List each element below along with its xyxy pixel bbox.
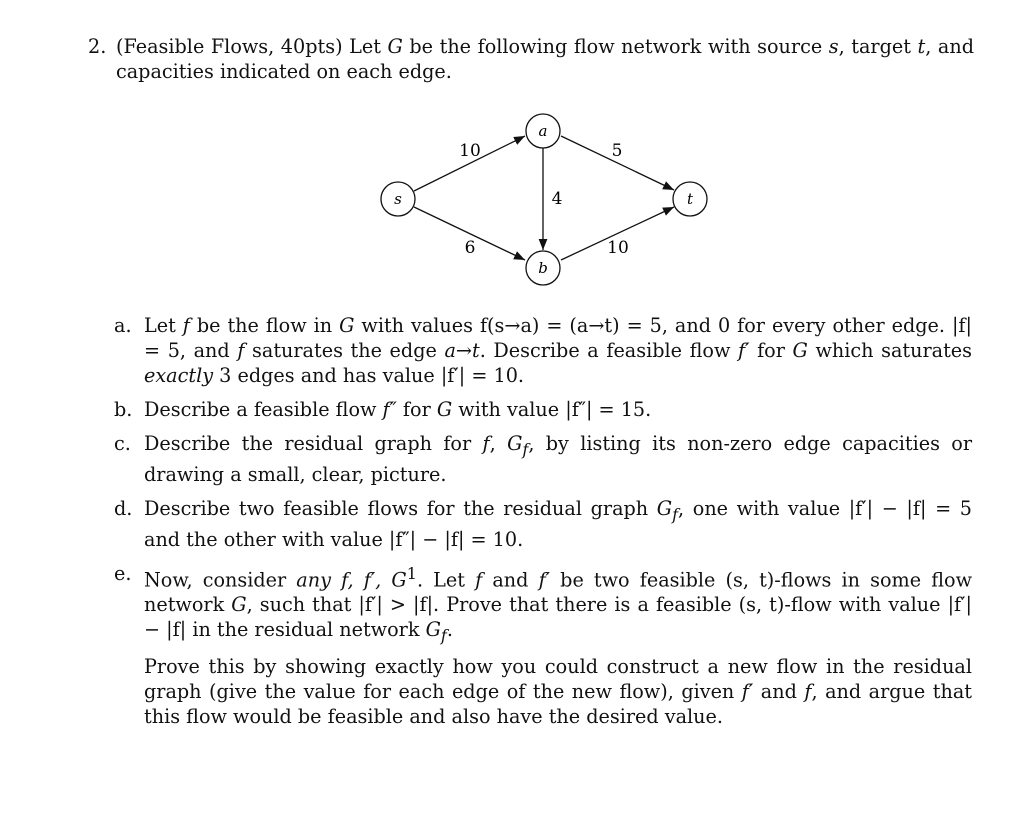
text: 3 edges and has value — [213, 364, 441, 387]
text: with value — [452, 398, 566, 421]
math: f′ — [538, 568, 551, 592]
text: , and 0 for every other edge. — [661, 314, 952, 337]
text: , such that — [246, 593, 359, 617]
text: saturates the edge — [244, 339, 445, 362]
math: G — [339, 314, 355, 337]
flow-network-svg — [372, 112, 712, 288]
math: G — [507, 432, 523, 455]
flow-network-diagram — [372, 112, 712, 288]
math: a→t — [444, 339, 480, 362]
math: f — [804, 679, 812, 703]
math-subscript: f — [522, 439, 529, 459]
emphasis: any — [296, 568, 331, 592]
problem-number: 2. — [88, 35, 107, 58]
node-label-s: s — [394, 190, 402, 208]
text: . Let — [416, 568, 476, 592]
math-subscript: f — [440, 625, 447, 645]
text: . Describe a feasible flow — [479, 339, 738, 362]
text — [331, 568, 341, 591]
math: f″ — [382, 398, 397, 421]
intro-text: , target — [838, 35, 918, 58]
part-letter: c. — [114, 432, 131, 455]
math: |f′| > |f| — [358, 593, 434, 617]
math: |f′| − |f| = 5 — [848, 496, 972, 520]
text: for — [749, 339, 793, 362]
math: f, f′, G — [341, 568, 407, 592]
text: , one with value — [678, 496, 849, 520]
edge-label-s-b: 6 — [464, 238, 476, 258]
node-label-t: t — [686, 190, 694, 208]
part-letter: e. — [114, 561, 132, 585]
part-a-text — [144, 313, 972, 388]
math-G: G — [387, 35, 403, 58]
math: f — [182, 314, 190, 337]
part-a — [114, 313, 972, 388]
text: Describe a feasible flow — [144, 398, 383, 421]
text: Prove this by showing exactly how you could construct a new flow in the residual graph (give the value for each edge of the new flow), given — [144, 654, 972, 703]
part-letter: a. — [114, 314, 132, 337]
text: in the residual network — [186, 618, 426, 642]
part-e-proof-instructions — [144, 654, 972, 729]
math: (s, t) — [725, 568, 775, 592]
text: , — [489, 432, 508, 455]
text: and the other with value — [144, 527, 389, 551]
edge-label-b-t: 10 — [607, 238, 629, 258]
math: f′ — [738, 339, 750, 362]
text: , and — [179, 339, 238, 362]
problem-statement — [88, 34, 974, 84]
part-e — [114, 561, 972, 729]
part-c-text — [144, 431, 972, 487]
node-label-b: b — [538, 259, 548, 277]
math: f — [475, 568, 483, 592]
text: be two feasible — [550, 568, 726, 592]
footnote-marker: 1 — [406, 563, 417, 583]
math: f(s→a) = (a→t) = 5 — [479, 314, 662, 337]
edge-label-a-t: 5 — [611, 141, 623, 161]
math: G — [656, 496, 673, 520]
math: |f| = 5 — [144, 314, 972, 362]
math: f — [237, 339, 245, 362]
intro-text: , and capacities indicated on each edge. — [116, 35, 974, 83]
math: G — [792, 339, 808, 362]
text: . Prove that there is a feasible — [433, 593, 739, 617]
text: be the flow in — [189, 314, 340, 337]
part-letter: d. — [114, 496, 133, 520]
intro-text: (Feasible Flows, 40pts) Let — [116, 35, 388, 58]
math: f′ — [741, 679, 754, 703]
text: Now, consider — [144, 568, 297, 592]
text: and — [482, 568, 539, 592]
edge-label-s-a: 10 — [459, 141, 481, 161]
problem-intro — [116, 34, 974, 84]
math-t: t — [917, 35, 926, 58]
math: |f″| − |f| = 10 — [388, 527, 518, 551]
math: G — [231, 593, 247, 617]
text: . — [517, 527, 524, 551]
emphasis: exactly — [144, 364, 214, 387]
node-label-a: a — [538, 122, 548, 140]
part-letter: b. — [114, 398, 133, 421]
math: |f″| = 15 — [565, 398, 646, 421]
text: -flows in some flow network — [144, 568, 973, 617]
math-s: s — [828, 35, 839, 58]
text: and — [753, 679, 805, 703]
text: Describe the residual graph for — [144, 432, 483, 455]
part-b-text — [144, 397, 972, 422]
text: for — [396, 398, 437, 421]
text: . — [645, 398, 652, 421]
text: with values — [354, 314, 480, 337]
math-subscript: f — [672, 504, 679, 524]
text: -flow with value — [784, 593, 948, 617]
math: (s, t) — [738, 593, 785, 617]
math: f — [482, 432, 490, 455]
text: , and argue that this flow would be feasible and also have the desired value. — [144, 679, 972, 728]
part-e-text — [144, 561, 972, 648]
text: , by listing its non-zero edge capacities or drawing a small, clear, picture. — [144, 432, 972, 486]
part-c — [114, 431, 972, 487]
problem-parts — [114, 313, 972, 738]
text: . — [517, 364, 525, 387]
text: Describe two feasible flows for the residual graph — [144, 496, 657, 520]
text: . — [446, 618, 453, 642]
math: G — [436, 398, 453, 421]
math: G — [425, 618, 441, 642]
text: Let — [144, 314, 183, 337]
part-d — [114, 496, 972, 552]
math: |f′| − |f| — [144, 593, 972, 642]
intro-text: be the following flow network with source — [402, 35, 829, 58]
text: which saturates — [807, 339, 972, 362]
edge-label-a-b: 4 — [551, 189, 563, 209]
math: |f′| = 10 — [440, 364, 518, 387]
part-b — [114, 397, 972, 422]
part-d-text — [144, 496, 972, 552]
